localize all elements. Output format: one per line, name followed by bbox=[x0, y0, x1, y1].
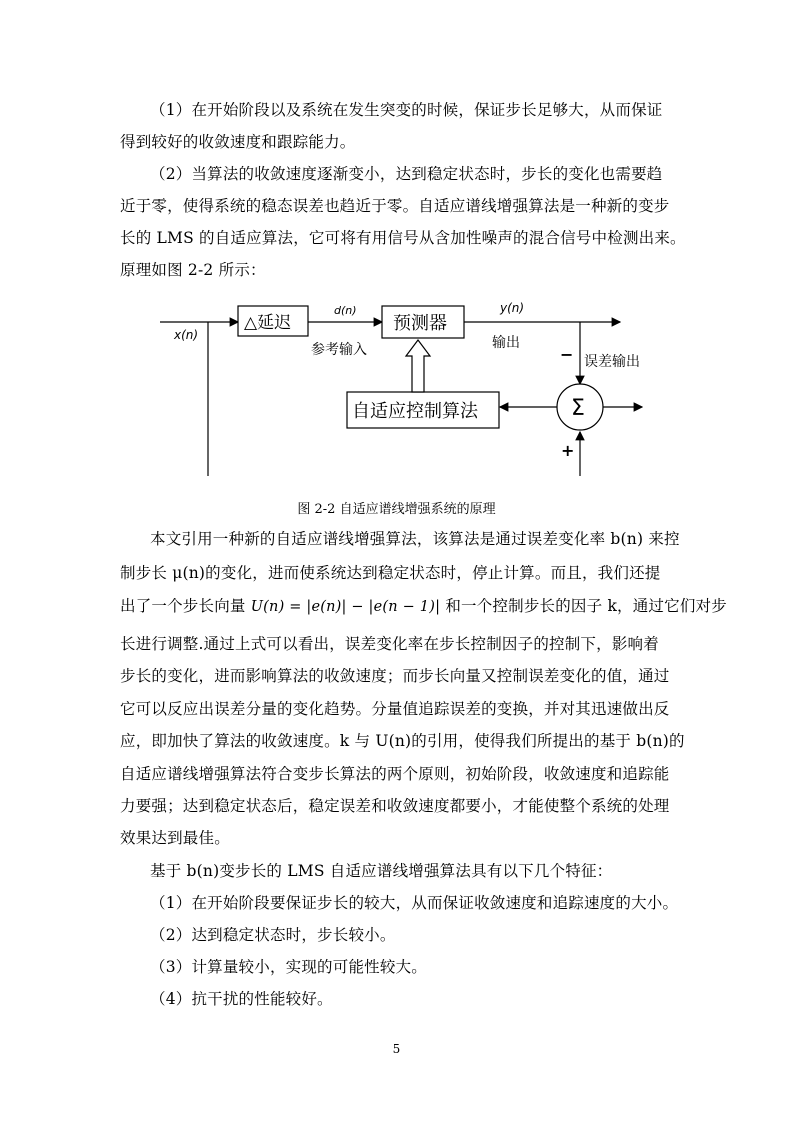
para2-line3: 长的 LMS 的自适应算法，它可将有用信号从含加性噪声的混合信号中检测出来。 bbox=[120, 229, 686, 247]
para3-line10: 效果达到最佳。 bbox=[120, 829, 230, 847]
feature-item-2: （2）达到稳定状态时，步长较小。 bbox=[150, 926, 396, 944]
para4: 基于 b(n)变步长的 LMS 自适应谱线增强算法具有以下几个特征： bbox=[150, 862, 613, 880]
para2-line4: 原理如图 2-2 所示： bbox=[120, 261, 266, 279]
step-vector-formula: U(n) = |e(n)| − |e(n − 1)| bbox=[250, 599, 441, 615]
para3-line8: 自适应谱线增强算法符合变步长算法的两个原则，初始阶段，收敛速度和追踪能 bbox=[120, 765, 670, 783]
error-out-label: 误差输出 bbox=[584, 354, 640, 370]
y-label: y(n) bbox=[500, 301, 525, 315]
minus-label: − bbox=[560, 345, 574, 364]
feature-item-1: （1）在开始阶段要保证步长的较大，从而保证收敛速度和追踪速度的大小。 bbox=[150, 894, 679, 912]
para2-line2: 近于零，使得系统的稳态误差也趋近于零。自适应谱线增强算法是一种新的变步 bbox=[120, 197, 670, 215]
formula-after: 和一个控制步长的因子 k，通过它们对步 bbox=[445, 597, 727, 615]
input-label: x(n) bbox=[174, 328, 199, 342]
d-label: d(n) bbox=[334, 304, 357, 317]
para3-line1: 本文引用一种新的自适应谱线增强算法，该算法是通过误差变化率 b(n) 来控 bbox=[150, 530, 680, 548]
para3-line9: 力要强；达到稳定状态后，稳定误差和收敛速度都要小，才能使整个系统的处理 bbox=[120, 797, 670, 815]
ref-label: 参考输入 bbox=[311, 342, 367, 358]
para3-line7: 应，即加快了算法的收敛速度。k 与 U(n)的引用，使得我们所提出的基于 b(n)的 bbox=[120, 732, 685, 750]
block-diagram bbox=[150, 292, 670, 478]
output-label: 输出 bbox=[492, 335, 520, 351]
sum-label: Σ bbox=[571, 396, 585, 421]
plus-label: + bbox=[561, 441, 575, 460]
para3-line4: 长进行调整.通过上式可以看出，误差变化率在步长控制因子的控制下，影响着 bbox=[120, 635, 659, 653]
para3-formula-line bbox=[120, 596, 727, 618]
para3-line2: 制步长 μ(n)的变化，进而使系统达到稳定状态时，停止计算。而且，我们还提 bbox=[120, 564, 661, 582]
para2-line1: （2）当算法的收敛速度逐渐变小，达到稳定状态时，步长的变化也需要趋 bbox=[150, 165, 663, 183]
page-number: 5 bbox=[392, 1042, 401, 1056]
feature-item-4: （4）抗干扰的性能较好。 bbox=[150, 990, 333, 1008]
formula-before: 出了一个步长向量 bbox=[120, 597, 246, 615]
para1-line1: （1）在开始阶段以及系统在发生突变的时候，保证步长足够大，从而保证 bbox=[150, 101, 663, 119]
para3-line6: 它可以反应出误差分量的变化趋势。分量值追踪误差的变换，并对其迅速做出反 bbox=[120, 700, 670, 718]
figure-caption: 图 2-2 自适应谱线增强系统的原理 bbox=[297, 502, 496, 517]
feature-item-3: （3）计算量较小，实现的可能性较大。 bbox=[150, 958, 427, 976]
predictor-label: 预测器 bbox=[393, 313, 447, 334]
delay-label: △延迟 bbox=[244, 313, 292, 333]
control-label: 自适应控制算法 bbox=[352, 401, 478, 422]
adapt-arrow bbox=[406, 340, 430, 392]
para1-line2: 得到较好的收敛速度和跟踪能力。 bbox=[120, 133, 356, 151]
para3-line5: 步长的变化，进而影响算法的收敛速度；而步长向量又控制误差变化的值，通过 bbox=[120, 667, 670, 685]
